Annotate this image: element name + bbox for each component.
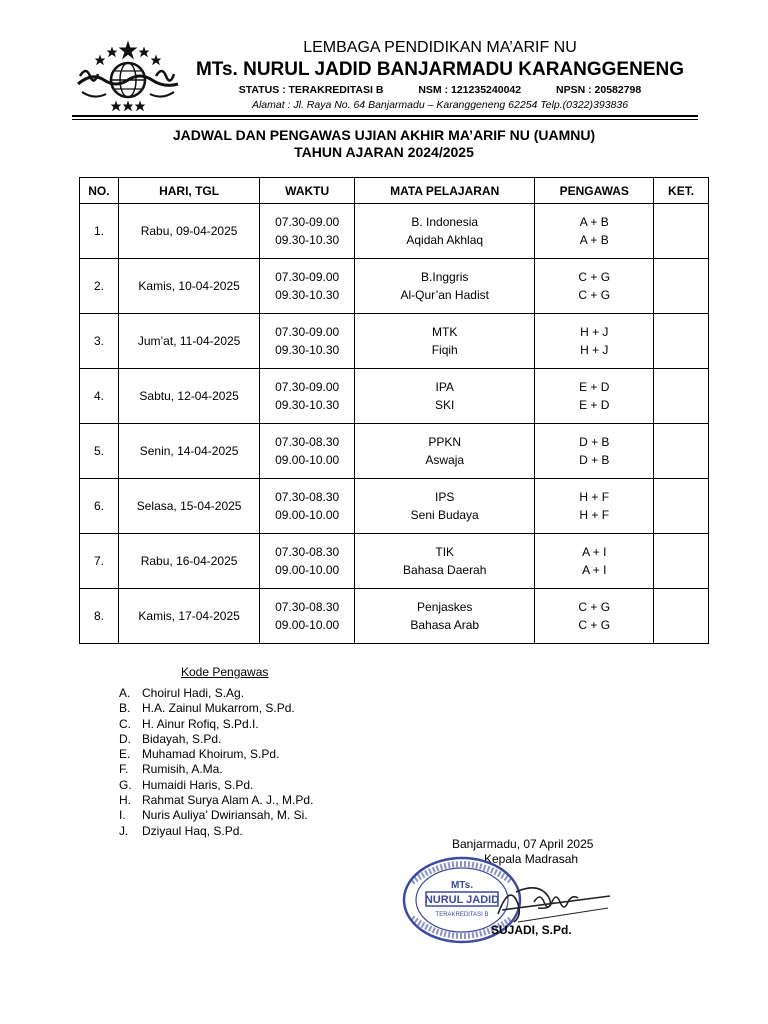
row-notes [654,589,709,644]
school-name: MTs. NURUL JADID BANJARMADU KARANGGENENG [195,59,685,80]
subject: PPKN [428,435,462,449]
supervisor-codes: A + I [582,563,607,577]
supervisor-code: F. [119,762,129,777]
row-supervisors [535,424,654,479]
supervisor-name: H. Ainur Rofiq, S.Pd.I. [142,716,259,731]
row-number: 2. [80,259,119,314]
column-header-notes: KET. [654,178,709,204]
document-subtitle: TAHUN AJARAN 2024/2025 [294,144,474,160]
row-date: Senin, 14-04-2025 [118,424,259,479]
row-number: 1. [80,204,119,259]
table-row [80,424,709,479]
time-slot: 09.30-10.30 [275,233,340,247]
list-item [119,824,313,839]
row-subjects [355,424,535,479]
supervisor-name: Humaidi Haris, S.Pd. [142,777,254,792]
npsn-number: NPSN : 20582798 [556,84,642,96]
column-header-supervisor: PENGAWAS [535,178,654,204]
list-item [119,762,313,777]
subject: SKI [435,398,455,412]
row-date: Rabu, 09-04-2025 [118,204,259,259]
time-slot: 07.30-09.00 [275,325,340,339]
accreditation-status: STATUS : TERAKREDITASI B [238,84,384,96]
subject: Penjaskes [417,600,473,614]
table-row [80,204,709,259]
subject: TIK [435,545,455,559]
nsm-number: NSM : 121235240042 [418,84,522,96]
time-slot: 07.30-09.00 [275,380,340,394]
supervisor-name: H.A. Zainul Mukarrom, S.Pd. [142,701,295,716]
supervisor-list [119,686,313,839]
table-row [80,259,709,314]
time-slot: 07.30-08.30 [275,600,340,614]
supervisor-codes: A + I [582,545,607,559]
row-times [260,479,355,534]
column-header-time: WAKTU [260,178,355,204]
supervisor-codes: H + J [580,325,609,339]
row-subjects [355,369,535,424]
exam-schedule-table [79,177,709,644]
list-item [119,778,313,793]
row-times [260,314,355,369]
list-item [119,701,313,716]
subject: B.Inggris [421,270,469,284]
supervisor-code: B. [119,701,131,716]
row-supervisors [535,479,654,534]
supervisor-codes: C + G [578,270,611,284]
row-notes [654,369,709,424]
supervisor-name: Bidayah, S.Pd. [142,731,222,746]
row-date: Selasa, 15-04-2025 [118,479,259,534]
time-slot: 07.30-09.00 [275,270,340,284]
row-number: 6. [80,479,119,534]
stamp-middle-text: NURUL JADID [424,894,500,906]
row-notes [654,479,709,534]
row-notes [654,204,709,259]
subject: Al-Qur’an Hadist [400,288,489,302]
column-header-subject: MATA PELAJARAN [355,178,535,204]
supervisor-code: D. [119,731,131,746]
list-item [119,793,313,808]
supervisor-codes: D + B [579,435,610,449]
list-item [119,808,313,823]
row-subjects [355,534,535,589]
document-title: JADWAL DAN PENGAWAS UJIAN AKHIR MA’ARIF NU (UAMNU) [172,127,596,143]
time-slot: 09.00-10.00 [275,508,340,522]
supervisor-codes: A + B [579,233,609,247]
row-date: Sabtu, 12-04-2025 [118,369,259,424]
list-item [119,732,313,747]
row-number: 7. [80,534,119,589]
row-times [260,204,355,259]
row-number: 3. [80,314,119,369]
subject: IPS [435,490,455,504]
supervisor-codes-title: Kode Pengawas [181,665,269,679]
list-item [119,747,313,762]
time-slot: 07.30-08.30 [275,435,340,449]
supervisor-name: Choirul Hadi, S.Ag. [142,686,245,700]
supervisor-codes: E + D [579,380,610,394]
time-slot: 07.30-08.30 [275,490,340,504]
supervisor-name: Nuris Auliya’ Dwiriansah, M. Si. [142,808,308,823]
column-header-no: NO. [80,178,119,204]
row-subjects [355,314,535,369]
time-slot: 07.30-08.30 [275,545,340,559]
time-slot: 09.30-10.30 [275,343,340,357]
supervisor-code: H. [119,793,131,808]
table-header-row [80,178,709,204]
row-date: Rabu, 16-04-2025 [118,534,259,589]
subject: B. Indonesia [411,215,479,229]
list-item [119,717,313,732]
row-notes [654,534,709,589]
supervisor-codes: C + G [578,618,611,632]
row-number: 5. [80,424,119,479]
row-notes [654,259,709,314]
school-stamp-and-signature [398,852,618,952]
row-supervisors [535,369,654,424]
row-times [260,534,355,589]
row-subjects [355,259,535,314]
place-and-date: Banjarmadu, 07 April 2025 [452,837,594,851]
institution-name: LEMBAGA PENDIDIKAN MA’ARIF NU [303,39,577,56]
list-item [119,686,313,701]
row-date: Jum’at, 11-04-2025 [118,314,259,369]
time-slot: 09.30-10.30 [275,288,340,302]
table-row [80,479,709,534]
row-times [260,589,355,644]
table-row [80,314,709,369]
row-times [260,259,355,314]
subject: Aqidah Akhlaq [406,233,484,247]
accreditation-line [190,82,690,98]
supervisor-codes: E + D [579,398,610,412]
supervisor-codes: H + F [579,508,610,522]
letterhead-divider [72,115,698,117]
letterhead [190,38,690,112]
column-header-day: HARI, TGL [118,178,259,204]
stamp-bottom-text: TERAKREDITASI B [435,912,489,918]
row-supervisors [535,204,654,259]
table-row [80,589,709,644]
time-slot: 07.30-09.00 [275,215,340,229]
supervisor-code: A. [119,686,131,700]
supervisor-codes: H + F [579,490,610,504]
row-supervisors [535,534,654,589]
signer-name: SUJADI, S.Pd. [491,923,572,937]
row-subjects [355,204,535,259]
time-slot: 09.00-10.00 [275,453,340,467]
time-slot: 09.00-10.00 [275,618,340,632]
row-number: 8. [80,589,119,644]
subject: Bahasa Arab [410,618,480,632]
row-notes [654,314,709,369]
supervisor-codes: A + B [579,215,609,229]
row-notes [654,424,709,479]
row-subjects [355,589,535,644]
table-row [80,534,709,589]
table-row [80,369,709,424]
row-times [260,369,355,424]
signer-position: Kepala Madrasah [484,852,579,866]
supervisor-codes: H + J [580,343,609,357]
school-address: Alamat : Jl. Raya No. 64 Banjarmadu – Karanggeneng 62254 Telp.(0322)393836 [251,99,629,111]
nu-logo-icon [72,40,184,112]
subject: Seni Budaya [410,508,479,522]
subject: Aswaja [425,453,465,467]
row-subjects [355,479,535,534]
subject: MTK [432,325,458,339]
supervisor-code: G. [119,777,132,792]
supervisor-code: I. [119,808,126,823]
subject: IPA [435,380,454,394]
supervisor-codes: D + B [579,453,610,467]
supervisor-name: Rumisih, A.Ma. [142,762,223,777]
subject: Bahasa Daerah [403,563,487,577]
supervisor-name: Dziyaul Haq, S.Pd. [142,823,243,838]
stamp-top-text: MTs. [450,880,474,891]
supervisor-codes: C + G [578,600,611,614]
row-times [260,424,355,479]
row-supervisors [535,589,654,644]
row-date: Kamis, 17-04-2025 [118,589,259,644]
row-date: Kamis, 10-04-2025 [118,259,259,314]
supervisor-name: Muhamad Khoirum, S.Pd. [142,747,280,762]
subject: Fiqih [431,343,458,357]
time-slot: 09.30-10.30 [275,398,340,412]
row-number: 4. [80,369,119,424]
supervisor-codes: C + G [578,288,611,302]
row-supervisors [535,314,654,369]
row-supervisors [535,259,654,314]
letterhead-divider-thin [72,119,698,120]
supervisor-name: Rahmat Surya Alam A. J., M.Pd. [142,793,314,808]
time-slot: 09.00-10.00 [275,563,340,577]
supervisor-code: E. [119,747,131,762]
supervisor-code: C. [119,716,131,731]
supervisor-code: J. [119,823,129,838]
